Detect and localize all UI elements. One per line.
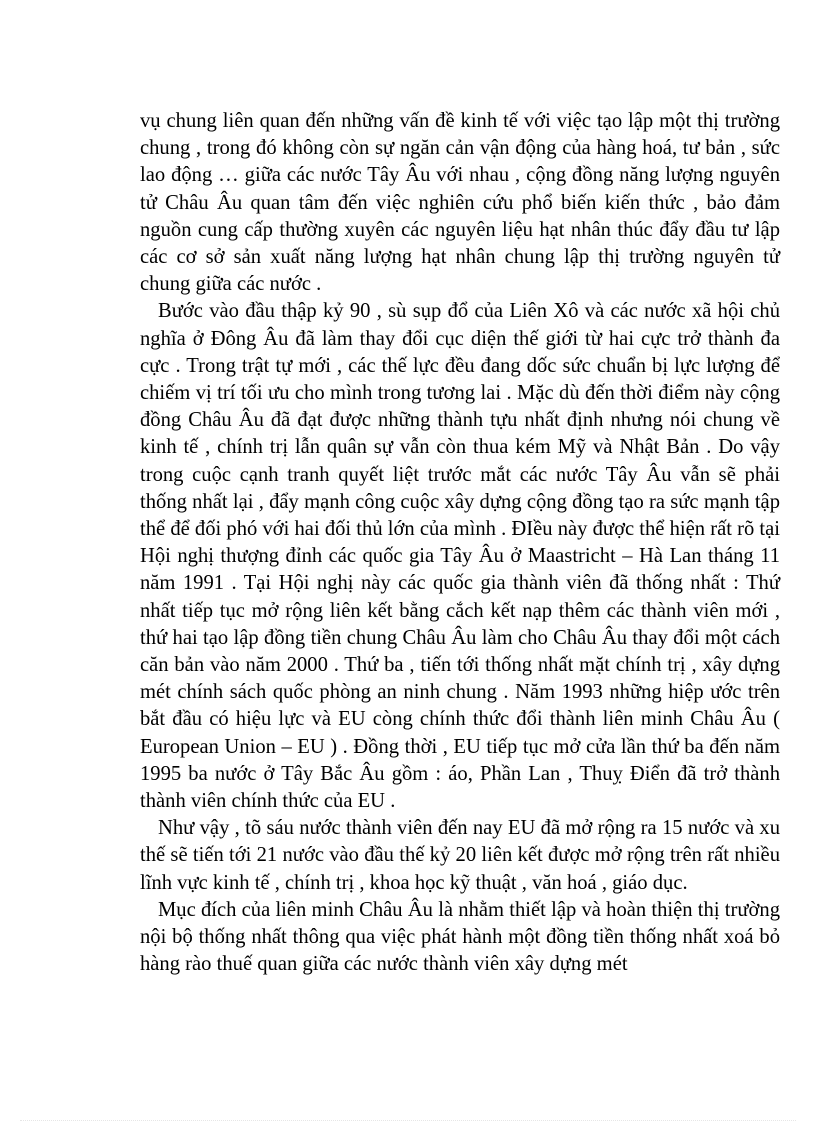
body-text xyxy=(140,108,780,979)
paragraph-4: Mục đích của liên minh Châu Âu là nhằm thiết lập và hoàn thiện thị trường nội bộ thống nhất thông qua việc phát hành một đồng tiền thống nhất xoá bỏ hàng rào thuế quan giữa các nước thành viên xây dựng mét xyxy=(140,898,780,976)
page-bottom-divider xyxy=(20,1120,796,1121)
paragraph-2: Bước vào đầu thập kỷ 90 , sù sụp đổ của Liên Xô và các nước xã hội chủ nghĩa ở Đông Âu đã làm thay đổi cục diện thế giới từ hai cực trở thành đa cực . Trong trật tự mới , các thế lực đều đang dốc sức chuẩn bị lực lượng để chiếm vị trí tối ưu cho mình trong tương lai . Mặc dù đến thời điểm này cộng đồng Châu Âu đã đạt được những thành tựu nhất định nhưng nói chung về kinh tế , chính trị lẫn quân sự vẫn còn thua kém Mỹ và Nhật Bản . Do vậy trong cuộc cạnh tranh quyết liệt trước mắt các nước Tây Âu vẫn sẽ phải thống nhất lại , đẩy mạnh công cuộc xây dựng cộng đồng tạo ra sức mạnh tập thể để đối phó với hai đối thủ lớn của mình . ĐIều này được thể hiện rất rõ tại Hội nghị thượng đỉnh các quốc gia Tây Âu ở Maastricht – Hà Lan tháng 11 năm 1991 . Tại Hội nghị này các quốc gia thành viên đã thống nhất : Thứ nhất tiếp tục mở rộng liên kết bằng cắch kết nạp thêm các thành viên mới , thứ hai tạo lập đồng tiền chung Châu Âu làm cho Châu Âu thay đổi một cách căn bản vào năm 2000 . Thứ ba , tiến tới thống nhất mặt chính trị , xây dựng mét chính sách quốc phòng an ninh chung . Năm 1993 những hiệp ước trên bắt đầu có hiệu lực và EU còng chính thức đổi thành liên minh Châu Âu ( European Union – EU ) . Đồng thời , EU tiếp tục mở cửa lần thứ ba đến năm 1995 ba nước ở Tây Bắc Âu gồm : áo, Phần Lan , Thuỵ Điển đã trở thành thành viên chính thức của EU . xyxy=(140,300,780,813)
paragraph-3: Như vậy , tõ sáu nước thành viên đến nay EU đã mở rộng ra 15 nước và xu thế sẽ tiến tới 21 nước vào đầu thế kỷ 20 liên kết được mở rộng trên rất nhiều lĩnh vực kinh tế , chính trị , khoa học kỹ thuật , văn hoá , giáo dục. xyxy=(140,817,780,894)
paragraph-1: vụ chung liên quan đến những vấn đề kinh tế với việc tạo lập một thị trường chung , trong đó không còn sự ngăn cản vận động của hàng hoá, tư bản , sức lao động … giữa các nước Tây Âu với nhau , cộng đồng năng lượng nguyên tử Châu Âu quan tâm đến việc nghiên cứu phổ biến kiến thức , bảo đảm nguồn cung cấp thường xuyên các nguyên liệu hạt nhân thúc đẩy đầu tư lập các cơ sở sản xuất năng lượng hạt nhân chung lập thị trường nguyên tử chung giữa các nước . xyxy=(140,110,780,296)
